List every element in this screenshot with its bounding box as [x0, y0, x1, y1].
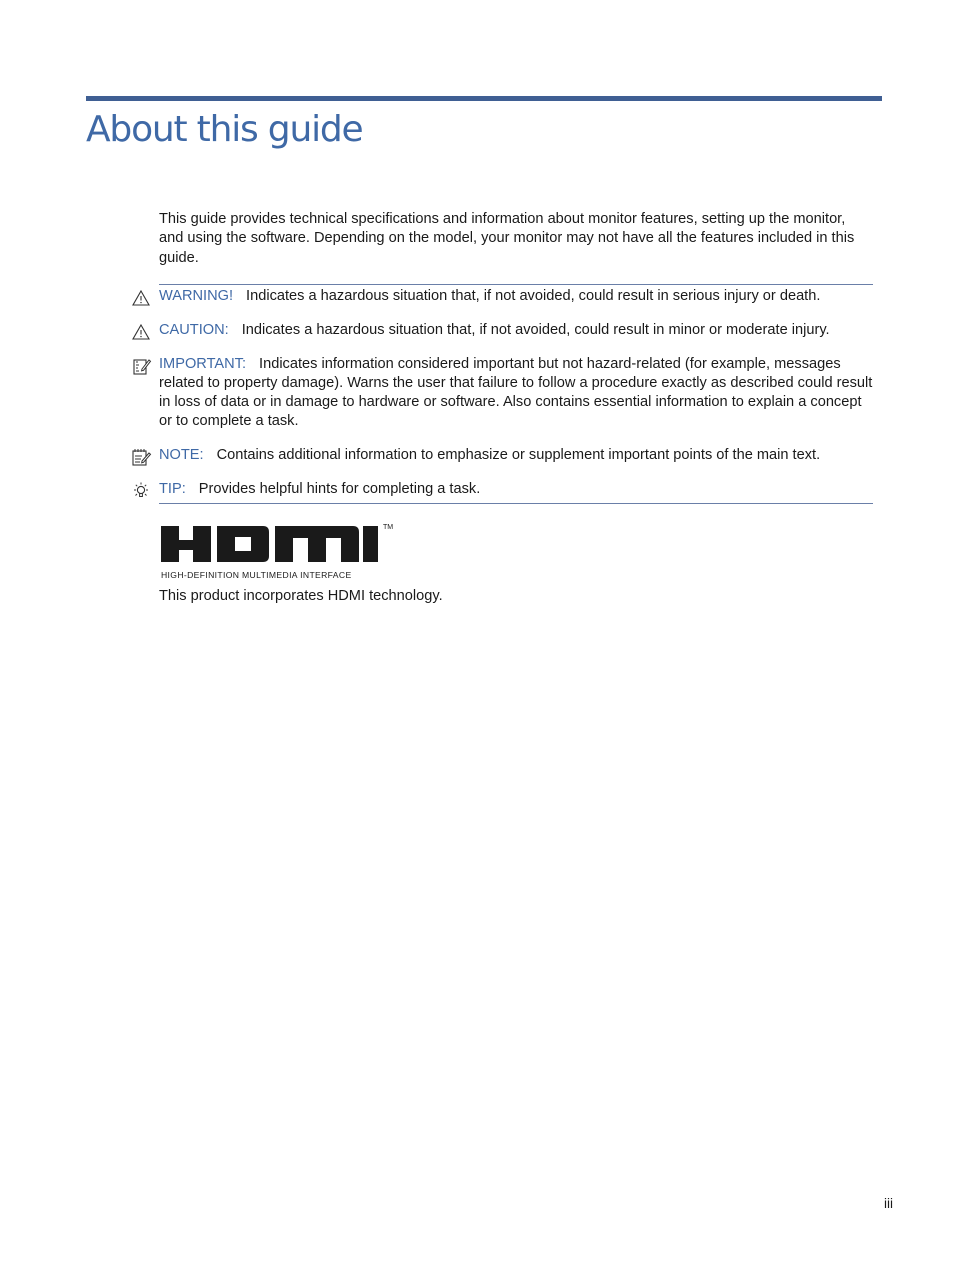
caution-triangle-icon	[130, 322, 152, 342]
important-notice	[130, 355, 873, 431]
lightbulb-icon	[130, 481, 152, 501]
page-number: iii	[884, 1196, 893, 1211]
note-pad-icon	[130, 447, 152, 467]
hdmi-trademark: TM	[383, 524, 394, 531]
intro-paragraph: This guide provides technical specifications and information about monitor features, setting up the monitor, and using the software. Depending on the model, your monitor may not have all the features included in this guide.	[159, 211, 855, 266]
caution-text: Indicates a hazardous situation that, if not avoided, could result in minor or moderate injury.	[241, 322, 830, 338]
important-text: Indicates information considered important but not hazard-related (for example, messages related to property damage). Warns the user that failure to follow a procedure exactly as described could result in loss of data or in damage to hardware or software. Also contains essential information to explain a concept or to complete a task.	[159, 356, 873, 429]
page-title: About this guide	[86, 109, 363, 150]
warning-triangle-icon	[130, 288, 152, 308]
warning-text: Indicates a hazardous situation that, if not avoided, could result in serious injury or death.	[246, 288, 821, 304]
tip-text: Provides helpful hints for completing a task.	[198, 481, 481, 497]
important-label: IMPORTANT:	[159, 356, 247, 372]
hdmi-caption: This product incorporates HDMI technology.	[159, 588, 443, 604]
hdmi-logo	[159, 518, 399, 582]
warning-notice	[130, 287, 873, 306]
tip-notice	[130, 480, 873, 499]
caution-label: CAUTION:	[159, 322, 229, 338]
caution-notice	[130, 321, 873, 340]
notice-top-rule	[159, 284, 873, 285]
note-text: Contains additional information to emphasize or supplement important points of the main text.	[216, 447, 821, 463]
note-label: NOTE:	[159, 447, 204, 463]
note-notice	[130, 446, 873, 465]
hdmi-tagline: HIGH-DEFINITION MULTIMEDIA INTERFACE	[161, 570, 352, 580]
important-clipboard-icon	[130, 356, 152, 376]
notice-bottom-rule	[159, 503, 873, 504]
title-rule	[86, 96, 882, 101]
warning-label: WARNING!	[159, 288, 234, 304]
tip-label: TIP:	[159, 481, 186, 497]
